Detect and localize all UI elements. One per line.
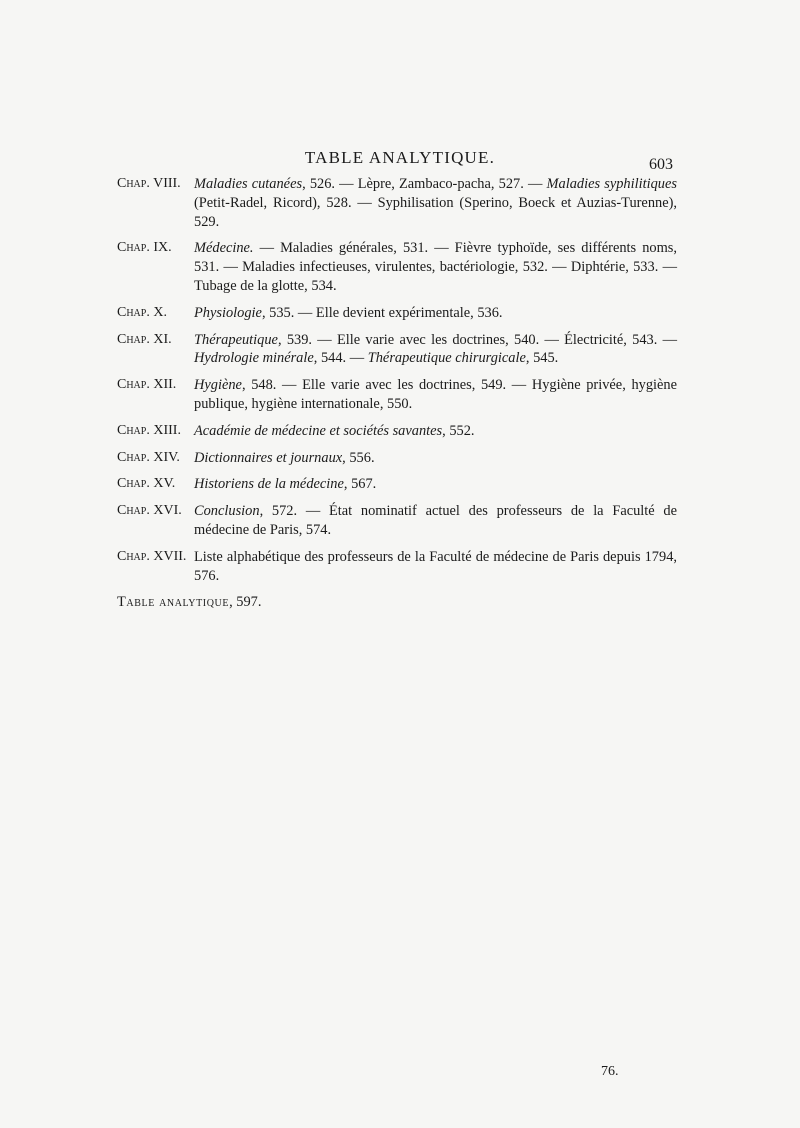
- toc-entry-chap-xvi: [117, 502, 677, 540]
- toc-entry-chap-ix: [117, 239, 677, 295]
- chapter-label: Chap. XIV.: [117, 449, 180, 465]
- summary-text: , 552.: [442, 422, 475, 439]
- toc-entry-chap-viii: [117, 175, 677, 231]
- summary-text: , 567.: [343, 476, 377, 493]
- chapter-summary: [194, 331, 677, 369]
- summary-text: , 526. — Lèpre, Zambaco-pacha, 527. —: [302, 176, 547, 192]
- toc-entry-chap-x: [117, 304, 677, 323]
- summary-text: , 556.: [342, 449, 375, 466]
- topic-italic: Maladies syphilitiques: [546, 176, 677, 192]
- summary-text: (Petit-Radel, Ricord), 528. — Syphilisation (Sperino, Boeck et Auzias-Turenne), 529.: [194, 194, 677, 230]
- topic-italic: Conclusion: [194, 503, 260, 520]
- table-of-contents: [117, 175, 677, 612]
- chapter-label: Chap. XVII.: [117, 548, 187, 564]
- toc-entry-chap-xv: [117, 475, 677, 494]
- chapter-summary: [194, 548, 677, 586]
- summary-text: — Maladies générales, 531. — Fièvre typhoïde, ses différents noms, 531. — Maladies infectieuses, virulentes, bactériologie, 532. — Diphtérie, 533. — Tubage de la glotte, 534.: [194, 240, 677, 294]
- chapter-label: Chap. XVI.: [117, 503, 182, 519]
- topic-italic: Médecine.: [194, 240, 254, 257]
- signature-mark: 76.: [601, 1064, 619, 1079]
- topic-italic: Hygiène: [194, 377, 242, 394]
- summary-text: Liste alphabétique des professeurs de la Faculté de médecine de Paris depuis 1794, 576.: [194, 548, 677, 584]
- summary-text: , 544. —: [313, 350, 368, 367]
- topic-italic: Maladies cutanées: [194, 176, 303, 192]
- chapter-summary: [194, 304, 677, 323]
- toc-entry-chap-xiii: [117, 422, 677, 441]
- summary-text: , 548. — Elle varie avec les doctrines, 549. — Hygiène privée, hygiène publique, hygiène internationale, 550.: [194, 377, 677, 412]
- topic-italic: Académie de médecine et sociétés savantes: [194, 422, 443, 439]
- running-title: TABLE ANALYTIQUE.: [304, 148, 496, 167]
- summary-text: , 572. — État nominatif actuel des professeurs de la Faculté de médecine de Paris, 574.: [194, 503, 677, 538]
- toc-entry-chap-xii: [117, 376, 677, 414]
- topic-italic: Dictionnaires et journaux: [194, 449, 343, 466]
- topic-italic: Hydrologie minérale: [194, 350, 314, 367]
- table-analytique-entry: [117, 593, 677, 612]
- toc-entry-chap-xvii: [117, 548, 677, 586]
- summary-text: , 545.: [525, 350, 559, 367]
- chapter-label: Chap. XV.: [117, 476, 176, 492]
- page-header: [0, 146, 800, 172]
- page-number: 603: [649, 156, 673, 173]
- chapter-summary: [194, 376, 677, 414]
- chapter-summary: [194, 502, 677, 540]
- topic-italic: Thérapeutique chirurgicale: [367, 350, 526, 367]
- chapter-label: Chap. VIII.: [117, 176, 181, 191]
- chapter-summary: [194, 175, 677, 231]
- chapter-summary: [194, 422, 677, 441]
- topic-italic: Physiologie: [194, 304, 262, 321]
- chapter-label: Chap. X.: [117, 304, 167, 320]
- toc-entry-chap-xi: [117, 331, 677, 369]
- chapter-label: Chap. IX.: [117, 240, 172, 256]
- chapter-summary: [194, 449, 677, 468]
- table-analytique-label: Table analytique: [117, 594, 230, 611]
- summary-text: , 539. — Elle varie avec les doctrines, 540. — Électricité, 543. —: [277, 331, 677, 348]
- toc-entry-chap-xiv: [117, 449, 677, 468]
- summary-text: , 535. — Elle devient expérimentale, 536.: [261, 304, 503, 321]
- chapter-label: Chap. XI.: [117, 331, 172, 347]
- topic-italic: Thérapeutique: [194, 331, 278, 348]
- chapter-summary: [194, 475, 677, 494]
- chapter-label: Chap. XII.: [117, 377, 177, 393]
- chapter-summary: [194, 239, 677, 295]
- table-analytique-page: , 597.: [229, 594, 262, 611]
- chapter-label: Chap. XIII.: [117, 422, 181, 438]
- topic-italic: Historiens de la médecine: [194, 476, 344, 493]
